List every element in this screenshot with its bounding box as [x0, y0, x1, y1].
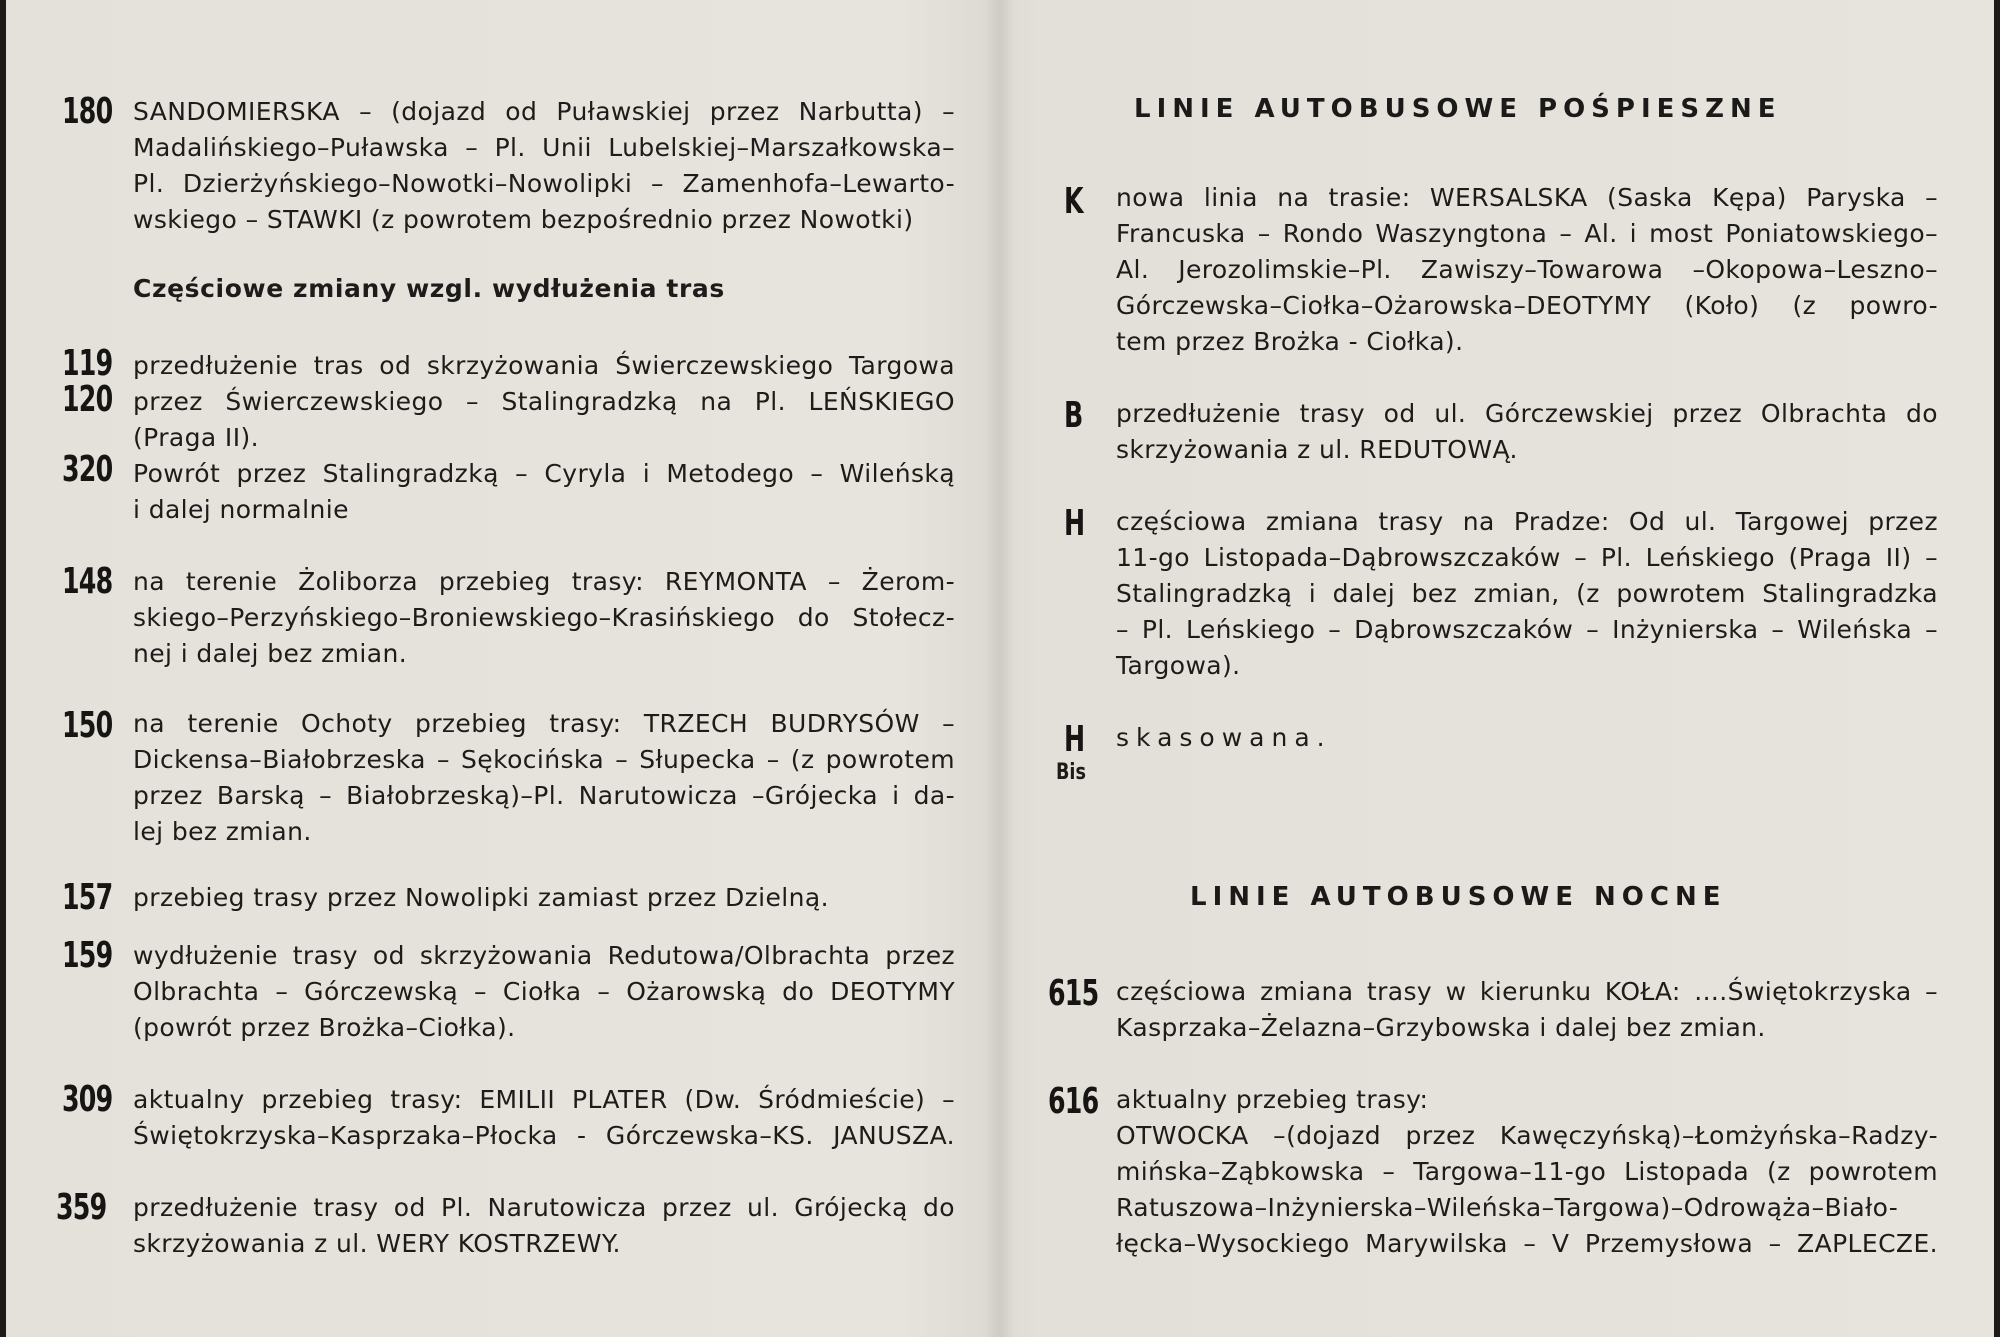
text-line: przez Barską – Białobrzeską)–Pl. Narutowicza –Grójecka i da-: [133, 781, 955, 810]
text-line: Świętokrzyska–Kasprzaka–Płocka - Górczewska–KS. JANUSZA.: [133, 1121, 955, 1150]
text-line: skiego–Perzyńskiego–Broniewskiego–Krasińskiego do Stołecz-: [133, 603, 955, 632]
route-number: H: [1064, 719, 1085, 760]
text-line: Powrót przez Stalingradzką – Cyryla i Metodego – Wileńską: [133, 459, 955, 488]
section-heading-night: LINIE AUTOBUSOWE NOCNE: [1190, 882, 1727, 912]
text-line: (powrót przez Brożka–Ciołka).: [133, 1013, 516, 1042]
text-line: Francuska – Rondo Waszyngtona – Al. i most Poniatowskiego–: [1116, 219, 1938, 248]
route-description: [1116, 504, 1938, 684]
route-number: 359: [56, 1187, 107, 1228]
route-description: [133, 1082, 955, 1154]
route-number: 159: [62, 935, 113, 976]
text-line: Stalingradzką i dalej bez zmian, (z powrotem Stalingradzka: [1116, 579, 1938, 608]
text-line: Ratuszowa–Inżynierska–Wileńska–Targowa)–Odrowąża–Biało-: [1116, 1193, 1899, 1222]
text-line: łęcka–Wysockiego Marywilska – V Przemysłowa – ZAPLECZE.: [1116, 1229, 1938, 1258]
text-line: (Praga II).: [133, 423, 259, 452]
text-line: tem przez Brożka - Ciołka).: [1116, 327, 1464, 356]
route-description: [133, 706, 955, 850]
text-line: Dickensa–Białobrzeska – Sękocińska – Słupecka – (z powrotem: [133, 745, 955, 774]
text-line: Targowa).: [1116, 651, 1241, 680]
text-line: aktualny przebieg trasy: EMILII PLATER (Dw. Śródmieście) –: [133, 1085, 955, 1114]
route-description: [133, 564, 955, 672]
text-line: na terenie Ochoty przebieg trasy: TRZECH BUDRYSÓW –: [133, 709, 955, 738]
text-line: aktualny przebieg trasy:: [1116, 1085, 1429, 1114]
text-line: Pl. Dzierżyńskiego–Nowotki–Nowolipki – Zamenhofa–Lewarto-: [133, 169, 955, 198]
text-line: lej bez zmian.: [133, 817, 312, 846]
text-line: częściowa zmiana trasy w kierunku KOŁA: ....Świętokrzyska –: [1116, 977, 1938, 1006]
text-line: nej i dalej bez zmian.: [133, 639, 408, 668]
section-subheading: Częściowe zmiany wzgl. wydłużenia tras: [133, 274, 725, 303]
text-line: przedłużenie trasy od ul. Górczewskiej przez Olbrachta do: [1116, 399, 1938, 428]
route-number: 615: [1048, 973, 1099, 1014]
route-description: [133, 94, 955, 238]
text-line: Madalińskiego–Puławska – Pl. Unii Lubelskiej–Marszałkowska–: [133, 133, 955, 162]
text-line: Al. Jerozolimskie–Pl. Zawiszy–Towarowa –Okopowa–Leszno–: [1116, 255, 1938, 284]
route-number: 320: [62, 449, 113, 490]
route-number: 148: [62, 561, 113, 602]
route-description: [133, 938, 955, 1046]
route-number: 119: [62, 343, 113, 384]
text-line: Olbrachta – Górczewską – Ciołka – Ożarowską do DEOTYMY: [133, 977, 955, 1006]
route-description: [1116, 720, 1938, 756]
text-line: mińska–Ząbkowska – Targowa–11-go Listopada (z powrotem: [1116, 1157, 1938, 1186]
text-line: OTWOCKA –(dojazd przez Kawęczyńską)–Łomżyńska–Radzy-: [1116, 1121, 1938, 1150]
text-line: skrzyżowania z ul. REDUTOWĄ.: [1116, 435, 1518, 464]
route-number: B: [1064, 395, 1083, 436]
text-line: nowa linia na trasie: WERSALSKA (Saska Kępa) Paryska –: [1116, 183, 1938, 212]
route-number: 157: [62, 877, 113, 918]
text-line: i dalej normalnie: [133, 495, 349, 524]
text-line: Górczewska–Ciołka–Ożarowska–DEOTYMY (Koło) (z powro-: [1116, 291, 1938, 320]
route-description: [1116, 1082, 1938, 1262]
route-suffix: Bis: [1056, 760, 1086, 785]
text-line: SANDOMIERSKA – (dojazd od Puławskiej przez Narbutta) –: [133, 97, 955, 126]
route-number: 150: [62, 705, 113, 746]
route-number: H: [1064, 503, 1085, 544]
text-line: wskiego – STAWKI (z powrotem bezpośrednio przez Nowotki): [133, 205, 914, 234]
route-description: [133, 348, 955, 528]
route-description: [1116, 974, 1938, 1046]
route-number: K: [1064, 181, 1083, 222]
text-line: przedłużenie trasy od Pl. Narutowicza przez ul. Grójecką do: [133, 1193, 955, 1222]
text-line: przebieg trasy przez Nowolipki zamiast przez Dzielną.: [133, 883, 829, 912]
text-line: Kasprzaka–Żelazna–Grzybowska i dalej bez zmian.: [1116, 1013, 1766, 1042]
route-description: [1116, 180, 1938, 360]
text-line: przedłużenie tras od skrzyżowania Świerczewskiego Targowa: [133, 351, 955, 380]
text-line: skrzyżowania z ul. WERY KOSTRZEWY.: [133, 1229, 621, 1258]
text-line: skasowana.: [1116, 723, 1332, 752]
route-description: [133, 880, 955, 916]
route-number: 309: [62, 1079, 113, 1120]
route-description: [133, 1190, 955, 1262]
route-number: 180: [62, 91, 113, 132]
text-line: przez Świerczewskiego – Stalingradzką na Pl. LEŃSKIEGO: [133, 387, 955, 416]
text-line: częściowa zmiana trasy na Pradze: Od ul. Targowej przez: [1116, 507, 1938, 536]
text-line: 11-go Listopada–Dąbrowszczaków – Pl. Leńskiego (Praga II) –: [1116, 543, 1938, 572]
text-line: wydłużenie trasy od skrzyżowania Redutowa/Olbrachta przez: [133, 941, 955, 970]
text-line: na terenie Żoliborza przebieg trasy: REYMONTA – Żerom-: [133, 567, 955, 596]
route-number: 616: [1048, 1081, 1099, 1122]
text-line: – Pl. Leńskiego – Dąbrowszczaków – Inżynierska – Wileńska –: [1116, 615, 1938, 644]
route-number: 120: [62, 379, 113, 420]
route-description: [1116, 396, 1938, 468]
section-heading-express: LINIE AUTOBUSOWE POŚPIESZNE: [1134, 94, 1782, 124]
